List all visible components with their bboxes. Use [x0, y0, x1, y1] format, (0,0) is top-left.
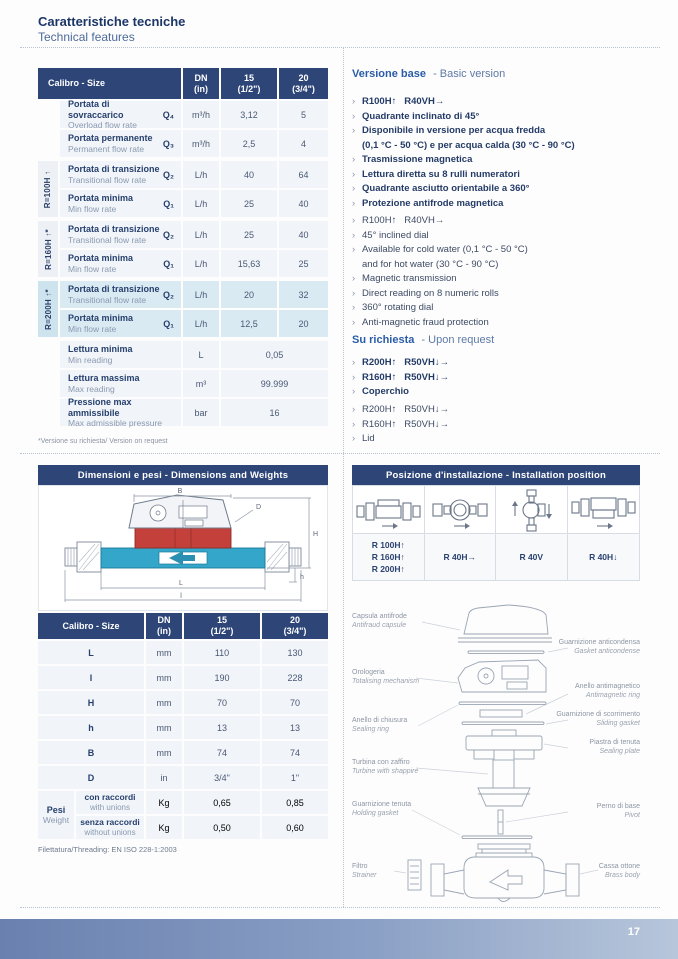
section-heading-upon-request: Su richiesta - Upon request	[352, 334, 495, 346]
part-label-holding-gasket: Guarnizione tenuta Holding gasket	[352, 801, 412, 817]
column-header-15: 15 (1/2")	[221, 68, 277, 99]
column-header-20: 20 (3/4")	[262, 613, 328, 639]
installation-label-r40h-right: R 40H→	[425, 534, 497, 580]
meter-front-icon	[425, 486, 497, 534]
list-item: › Disponibile in versione per acqua fredda	[352, 124, 657, 139]
basic-version-list-italian	[352, 95, 657, 211]
column-header-dn: DN (in)	[183, 68, 219, 99]
flow-table-header	[38, 68, 328, 99]
table-row: senza raccordi without unions Kg 0,50 0,60	[76, 816, 328, 839]
group-label-r160h: R=160H ↑*	[38, 221, 58, 277]
meter-vertical-icon	[496, 486, 568, 534]
dim-label-L: L	[179, 580, 183, 587]
bullet-icon: ›	[352, 386, 356, 397]
table-row: h mm 13 13	[38, 716, 328, 739]
list-item: › Trasmissione magnetica	[352, 153, 657, 168]
table-row: Portata di transizione Transitional flow rate Q₂ L/h 20 32	[60, 281, 328, 308]
table-row: H mm 70 70	[38, 691, 328, 714]
page-number: 17	[627, 926, 640, 938]
list-item: › Protezione antifrode magnetica	[352, 197, 657, 212]
part-label-turbine: Turbina con zaffiro Turbine with shappire	[352, 759, 419, 775]
divider-middle	[20, 453, 660, 454]
page-title-italian: Caratteristiche tecniche	[38, 14, 186, 29]
threading-footnote: Filettatura/Threading: EN ISO 228-1:2003	[38, 845, 177, 854]
table-group-r100h	[38, 161, 328, 217]
list-item: › Quadrante asciutto orientabile a 360°	[352, 182, 657, 197]
list-item: › 45° inclined dial	[352, 229, 657, 244]
dim-label-h: h	[300, 574, 304, 581]
group-label-empty	[38, 101, 58, 157]
column-header-15: 15 (1/2")	[184, 613, 260, 639]
bullet-icon: ›	[352, 168, 356, 180]
bullet-icon: ›	[352, 418, 356, 430]
weight-rows	[38, 791, 328, 839]
list-item: › Lid	[352, 432, 657, 447]
page-footer	[0, 919, 678, 959]
part-label-sealing-plate: Piastra di tenuta Sealing plate	[589, 739, 640, 755]
table-row: l mm 190 228	[38, 666, 328, 689]
table-group-r200h	[38, 281, 328, 337]
water-meter-section-drawing	[39, 486, 327, 608]
list-item: › R160H↑ R50VH↓→	[352, 418, 657, 433]
list-item: › R200H↑ R50VH↓→	[352, 356, 657, 371]
part-label-antifraud-capsule: Capsula antifrode Antifraud capsule	[352, 613, 407, 629]
dimensions-box-header: Dimensioni e pesi - Dimensions and Weights	[38, 465, 328, 485]
list-item: › Anti-magnetic fraud protection	[352, 316, 657, 331]
section-heading-basic-version: Versione base - Basic version	[352, 68, 506, 80]
installation-box-header: Posizione d'installazione - Installation position	[352, 465, 640, 485]
bullet-icon: ›	[352, 302, 356, 313]
divider-top	[20, 47, 660, 48]
part-label-pivot: Perno di base Pivot	[596, 803, 640, 819]
bullet-icon: ›	[352, 404, 356, 415]
list-item: › R200H↑ R50VH↓→	[352, 403, 657, 418]
column-header-20: 20 (3/4")	[279, 68, 328, 99]
table-row: B mm 74 74	[38, 741, 328, 764]
table-row: Portata minima Min flow rate Q₁ L/h 12,5 20	[60, 310, 328, 337]
column-header-size: Calibro - Size	[38, 613, 144, 639]
installation-label-r40h-down: R 40H↓	[568, 534, 640, 580]
list-item-continuation: (0,1 °C - 50 °C) e per acqua calda (30 °C - 90 °C)	[362, 139, 575, 151]
part-label-strainer: Filtro Strainer	[352, 863, 377, 879]
table-row: Pressione max ammissibile Max admissible pressure bar 16	[60, 399, 328, 426]
list-item-continuation: and for hot water (30 °C - 90 °C)	[362, 258, 499, 270]
bullet-icon: ›	[352, 197, 356, 209]
group-label-r200h: R=200H ↑*	[38, 281, 58, 337]
list-item: › Direct reading on 8 numeric rolls	[352, 287, 657, 302]
meter-horizontal-icon	[353, 486, 425, 534]
bullet-icon: ›	[352, 183, 356, 194]
dimensions-table	[38, 613, 328, 839]
part-label-sliding-gasket: Guarnizione di scorrimento Sliding gasket	[556, 711, 640, 727]
upon-request-list-italian	[352, 356, 657, 400]
list-item: › Quadrante inclinato di 45°	[352, 110, 657, 125]
part-label-sealing-ring: Anello di chiusura Sealing ring	[352, 717, 408, 733]
part-label-totalising-mechanism: Orologeria Totalising mechanism	[352, 669, 420, 685]
page-title	[38, 14, 185, 45]
bullet-icon: ›	[352, 96, 356, 107]
list-item: › 360° rotating dial	[352, 301, 657, 316]
dim-label-l: l	[180, 593, 182, 600]
dim-label-D: D	[256, 504, 262, 511]
table-row: Lettura minima Min reading L 0,05	[60, 341, 328, 368]
flow-table-footnote: *Versione su richiesta/ Version on request	[38, 438, 168, 445]
upon-request-list-english	[352, 403, 657, 447]
group-label-r100h: R=100H ↑	[38, 161, 58, 217]
table-row: con raccordi with unions Kg 0,65 0,85	[76, 791, 328, 814]
bullet-icon: ›	[352, 215, 356, 226]
dim-label-B: B	[177, 488, 183, 495]
installation-label-r100h: R 100H↑ R 160H↑ R 200H↑	[353, 534, 425, 580]
table-row: Portata di transizione Transitional flow rate Q₂ L/h 25 40	[60, 221, 328, 248]
installation-label-r40v: R 40V	[496, 534, 568, 580]
table-row: L mm 110 130	[38, 641, 328, 664]
list-item: › R100H↑ R40VH→	[352, 95, 657, 110]
dimensions-diagram	[38, 485, 328, 611]
installation-table	[352, 485, 640, 581]
bullet-icon: ›	[352, 125, 356, 136]
list-item: › Coperchio	[352, 385, 657, 400]
bullet-icon: ›	[352, 371, 356, 383]
list-item: › Magnetic transmission	[352, 272, 657, 287]
column-header-size: Calibro - Size	[38, 68, 181, 99]
bullet-icon: ›	[352, 154, 356, 165]
divider-columns	[343, 47, 344, 907]
dimensions-table-header	[38, 613, 328, 639]
table-group-r160h	[38, 221, 328, 277]
table-row: Portata permanente Permanent flow rate Q₃ m³/h 2,5 4	[60, 130, 328, 157]
list-item: › Available for cold water (0,1 °C - 50 °C)	[352, 243, 657, 258]
part-label-brass-body: Cassa ottone Brass body	[598, 863, 640, 879]
group-label-empty	[38, 341, 58, 426]
flow-rates-table	[38, 68, 328, 426]
column-header-dn: DN (in)	[146, 613, 182, 639]
basic-version-list-english	[352, 214, 657, 330]
bullet-icon: ›	[352, 433, 356, 444]
table-group-overload	[38, 101, 328, 157]
bullet-icon: ›	[352, 287, 356, 299]
bullet-icon: ›	[352, 110, 356, 122]
table-row: Portata di sovraccarico Overload flow rate Q₄ m³/h 3,12 5	[60, 101, 328, 128]
weight-label: Pesi Weight	[38, 791, 74, 839]
list-item: › Lettura diretta su 8 rulli numeratori	[352, 168, 657, 183]
table-row: Portata minima Min flow rate Q₁ L/h 25 40	[60, 190, 328, 217]
exploded-view-diagram	[352, 598, 640, 914]
page-title-english: Technical features	[38, 30, 135, 44]
table-row: Portata minima Min flow rate Q₁ L/h 15,63 25	[60, 250, 328, 277]
table-row: D in 3/4" 1"	[38, 766, 328, 789]
meter-inverted-icon	[568, 486, 640, 534]
table-group-readings	[38, 341, 328, 426]
dim-label-H: H	[313, 531, 319, 538]
bullet-icon: ›	[352, 244, 356, 255]
part-label-antimagnetic-ring: Anello antimagnetico Antimagnetic ring	[575, 683, 640, 699]
list-item: › R160H↑ R50VH↓→	[352, 371, 657, 386]
part-label-anticondense-gasket: Guarnizione anticondensa Gasket anticondense	[558, 639, 640, 655]
table-row: Lettura massima Max reading m³ 99.999	[60, 370, 328, 397]
bullet-icon: ›	[352, 273, 356, 284]
list-item: › R100H↑ R40VH→	[352, 214, 657, 229]
bullet-icon: ›	[352, 229, 356, 241]
bullet-icon: ›	[352, 357, 356, 368]
bullet-icon: ›	[352, 316, 356, 328]
table-row: Portata di transizione Transitional flow rate Q₂ L/h 40 64	[60, 161, 328, 188]
